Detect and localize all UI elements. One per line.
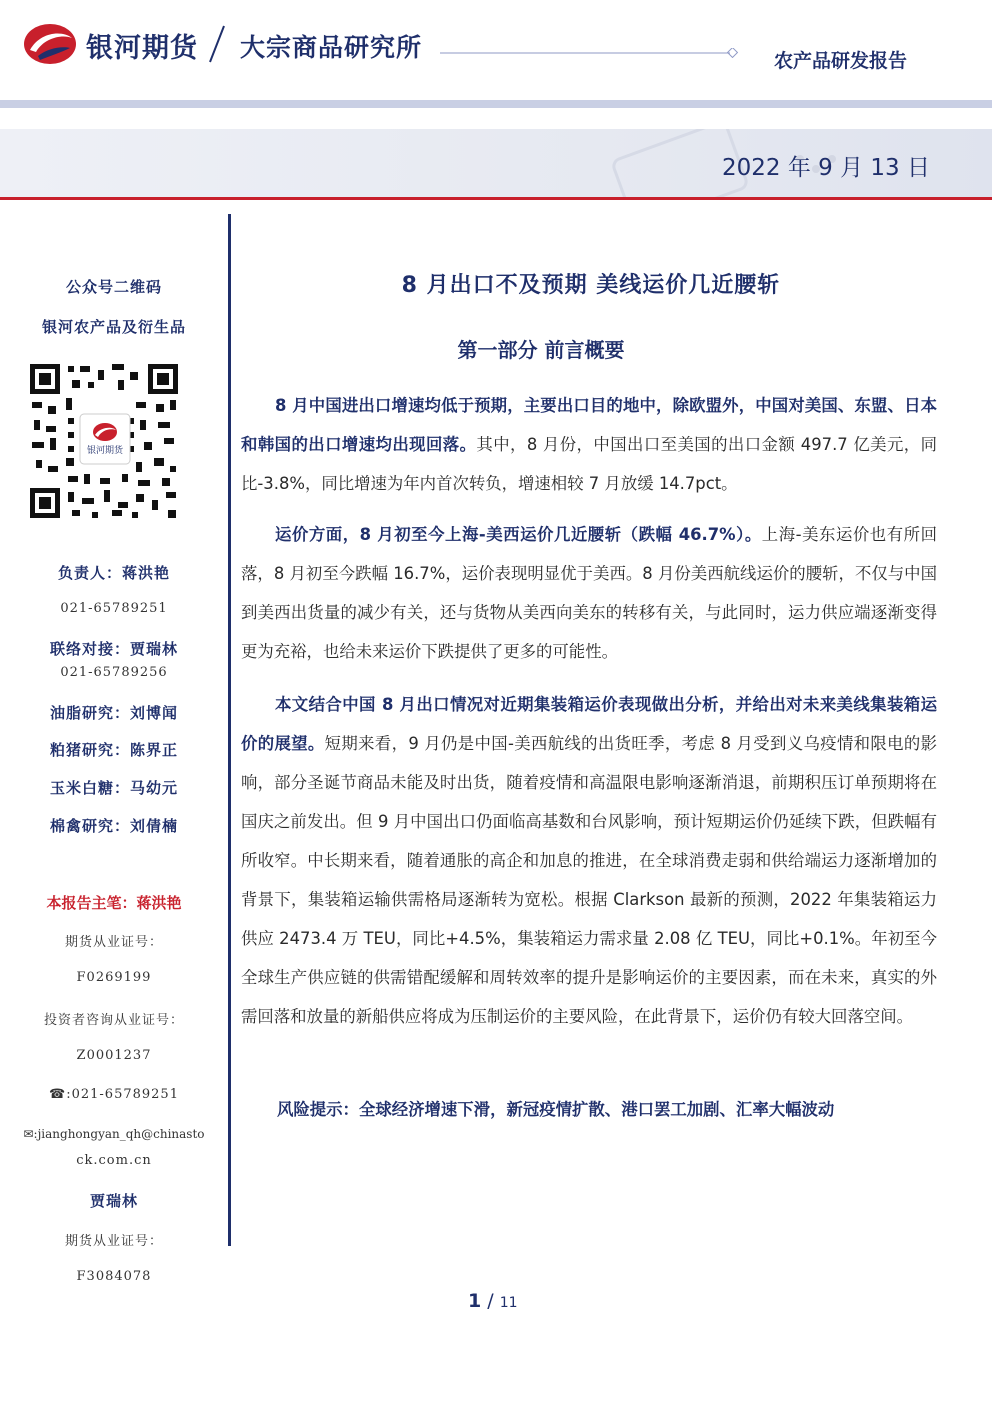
institute-name: 大宗商品研究所: [240, 33, 423, 62]
qr-title: 公众号二维码: [65, 278, 162, 296]
date-panel: [0, 129, 992, 197]
paragraph-2-body: 上海-美东运价也有所回落，8 月初至今跌幅 16.7%，运价表现明显优于美西。8 月份美西航线运价的腰斩，不仅与中国到美西出货量的减少有关，还与货物从美西向美东的转移有关，与此同时，运力供应端逐渐变得更为充裕，也给未来运价下跌提供了更多的可能性。: [241, 525, 937, 661]
author-email-cont[interactable]: ck.com.cn: [76, 1153, 152, 1168]
author-email[interactable]: ✉:jianghongyan_qh@chinasto: [23, 1127, 205, 1141]
analyst-oils: 油脂研究：刘博闻: [49, 704, 178, 722]
coauthor-license-number: F3084078: [76, 1269, 152, 1284]
contact-label: 联络对接：贾瑞林: [49, 640, 178, 658]
summary-paragraph-1: [241, 386, 937, 503]
qr-logo-text: 银河期货: [86, 446, 124, 456]
report-type: 农产品研发报告: [774, 50, 908, 72]
advisor-license-number: Z0001237: [76, 1048, 152, 1063]
analyst-corn-sugar: 玉米白糖：马幼元: [49, 779, 178, 797]
qr-code-icon: [28, 362, 180, 520]
report-date: 2022 年 9 月 13 日: [722, 155, 930, 181]
galaxy-futures-logo-icon: [22, 22, 78, 66]
analyst-cotton-poultry: 棉禽研究：刘倩楠: [49, 817, 178, 835]
lead-phone: 021-65789251: [60, 601, 168, 616]
sidebar-divider: [228, 214, 231, 1246]
page-current: 1: [468, 1290, 482, 1312]
paragraph-1-body: 其中，8 月份，中国出口至美国的出口金额 497.7 亿美元，同比-3.8%，同比增速为年内首次转负，增速相较 7 月放缓 14.7pct。: [241, 435, 938, 493]
slash-divider: [204, 22, 230, 66]
report-title: 8 月出口不及预期 美线运价几近腰斩: [401, 273, 781, 298]
report-header: [0, 0, 992, 100]
paragraph-1-lead: 8 月中国进出口增速均低于预期，主要出口目的地中，除欧盟外，中国对美国、东盟、日本和韩国的出口增速均出现回落。: [241, 396, 937, 454]
coauthor-name: 贾瑞林: [89, 1192, 138, 1210]
brand-name: 银河期货: [86, 33, 198, 64]
page-total: 11: [499, 1295, 518, 1311]
license-number: F0269199: [76, 970, 152, 985]
paragraph-3-body: 短期来看，9 月仍是中国-美西航线的出货旺季，考虑 8 月受到义乌疫情和限电的影响，部分圣诞节商品未能及时出货，随着疫情和高温限电影响逐渐消退，前期积压订单预期将在国庆之前发出。但 9 月中国出口仍面临高基数和台风影响，预计短期运价仍延续下跌，但跌幅有所收窄。中长期来看，随着通胀的高企和加息的推进，在全球消费走弱和供给端运力逐渐增加的背景下，集装箱运输供需格局逐渐转为宽松。根据 Clarkson 最新的预测，2022 年集装箱运力供应 2473.4 万 TEU，同比+4.5%，集装箱运力需求量 2.08 亿 TEU，同比+0.1%。年初至今全球生产供应链的供需错配缓解和周转效率的提升是影响运价的主要因素，而在未来，真实的外需回落和放量的新船供应将成为压制运价的主要风险，在此背景下，运价仍有较大回落空间。: [241, 734, 938, 1026]
section-heading: 第一部分 前言概要: [457, 338, 625, 362]
author-phone: ☎:021-65789251: [49, 1087, 179, 1102]
risk-warning: 风险提示：全球经济增速下滑，新冠疫情扩散、港口罢工加剧、汇率大幅波动: [277, 1100, 835, 1119]
analyst-meal-hogs: 粕猪研究：陈界正: [49, 741, 178, 759]
paragraph-2-lead: 运价方面，8 月初至今上海-美西运价几近腰斩（跌幅 46.7%）。: [275, 525, 762, 544]
lead-label: 负责人：蒋洪艳: [57, 564, 170, 582]
header-spacer: [0, 108, 992, 129]
header-band: [0, 100, 992, 108]
advisor-license-label: 投资者咨询从业证号：: [43, 1013, 184, 1028]
header-red-rule: [0, 197, 992, 200]
page-separator: /: [481, 1290, 500, 1312]
coauthor-license-label: 期货从业证号：: [64, 1234, 163, 1249]
qr-subtitle: 银河农产品及衍生品: [41, 318, 186, 336]
page-number: [468, 1290, 518, 1312]
author-label: 本报告主笔：蒋洪艳: [46, 894, 182, 912]
summary-paragraph-3: [241, 685, 937, 1036]
decorative-line: [440, 48, 740, 58]
summary-paragraph-2: [241, 515, 937, 671]
paragraph-3-lead: 本文结合中国 8 月出口情况对近期集装箱运价表现做出分析，并给出对未来美线集装箱运价的展望。: [241, 695, 937, 753]
contact-phone: 021-65789256: [60, 665, 168, 680]
license-label: 期货从业证号：: [64, 935, 163, 950]
